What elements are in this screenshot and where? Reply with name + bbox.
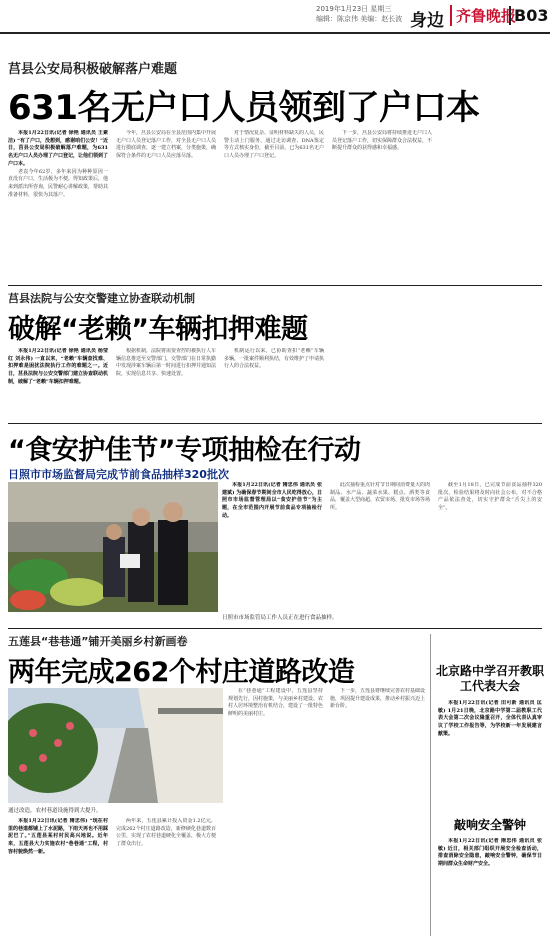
article1-col3	[224, 130, 324, 280]
article4-col3	[228, 688, 323, 936]
side1-para: 本报1月22日讯(记者 田可新 通讯员 匡敏) 1月21日晚，北京路中学第二届教职工代表大会第二次会议隆重召开，全体代表认真审议了学校工作报告等，为学校新一年发展建言献策。	[438, 700, 542, 737]
newspaper-logo: 齐鲁晚报	[450, 5, 516, 26]
article2-para: 机制运行以来，已协助查扣“老赖”车辆多辆，一批案件顺利执结，有效维护了申请执行人的合法权益。	[224, 348, 324, 370]
article2-col3	[224, 348, 324, 418]
article2-para: 根据机制，法院将需要查控的被执行人车辆信息推送至交警部门，交警部门在日常执勤中发现涉案车辆后第一时间进行扣押并通知法院，实现信息共享、快速处置。	[116, 348, 216, 378]
article4-para: 在“巷巷通”工程建设中，五莲县坚持规划先行，因村施策，与美丽乡村建设、农村人居环境整治有机结合，建设了一批特色鲜明的美丽村庄。	[228, 688, 323, 718]
article1-para: 对于情况复杂、证明材料缺失的人员，民警主动上门服务，通过走访调查、DNA鉴定等方式核实身份，截至目前，已为631名无户口人员办理了户口登记。	[224, 130, 324, 160]
article2-headline: 破解“老赖”车辆扣押难题	[8, 314, 308, 345]
article1-col2	[116, 130, 216, 280]
article4-kicker: 五莲县“巷巷通”铺开美丽乡村新画卷	[8, 635, 188, 648]
article3-col1	[222, 482, 322, 610]
side2-para: 本报1月22日讯(记者 隋忠伟 通讯员 张敏) 近日，相关部门组织开展安全检查活动，排查消除安全隐患，敲响安全警钟，确保节日期间群众生命财产安全。	[438, 838, 542, 868]
article4-para: 本报1月22日讯(记者 隋忠伟) “现在村里的巷道都铺上了水泥路，下雨天再也不用踩泥巴了。”五莲县某村村民高兴地说。近年来，五莲县大力实施农村“巷巷通”工程，村容村貌焕然一新。	[8, 818, 108, 855]
article1-para: 今年，莒县公安局在全县范围内集中开展无户口人员登记落户工作，对全县无户口人员进行摸底调查，逐一建立档案，分类施策，确保符合条件的无户口人员应落尽落。	[116, 130, 216, 160]
section-name: 身边	[410, 11, 444, 31]
divider	[8, 628, 542, 629]
article4-headline: 两年完成262个村庄道路改造	[8, 657, 355, 688]
article2-col1	[8, 348, 108, 418]
article1-para: 下一步，莒县公安局将持续推进无户口人员登记落户工作，切实保障群众合法权益，不断提升群众的获得感和幸福感。	[332, 130, 432, 152]
divider	[8, 285, 542, 286]
article4-para: 两年来，五莲县累计投入资金1.2亿元，完成262个村庄道路改造，新修硬化巷道数百公里，实现了农村巷道硬化全覆盖，极大方便了群众出行。	[116, 818, 216, 848]
article2-para: 本报1月22日讯(记者 徐艳 通讯员 杨莹红 刘永伟) 一直以来，“老赖”车辆查找难、扣押难是困扰法院执行工作的难题之一。近日，莒县法院与公安交警部门建立协查联动机制，破解了“老赖”车辆扣押难题。	[8, 348, 108, 385]
column-divider	[430, 634, 431, 936]
page-number: B03	[509, 6, 548, 25]
article2-col5	[440, 348, 542, 418]
article3-col3	[438, 482, 542, 622]
side2-headline: 敲响安全警钟	[453, 818, 526, 832]
article3-para: 截至1月18日，已完成节前食品抽样320批次，检验结果将及时向社会公布，对不合格产品依法查处，切实守护群众“舌尖上的安全”。	[438, 482, 542, 512]
article3-para: 此次抽检重点针对节日期间消费量大的肉制品、水产品、蔬菜水果、糕点、酒类等食品，覆盖大型商超、农贸市场、批发市场等场所。	[330, 482, 430, 512]
article2-kicker: 莒县法院与公安交警建立协查联动机制	[8, 292, 195, 305]
article1-col1	[8, 130, 108, 280]
side2-body	[438, 838, 542, 936]
photo-caption: 日照市市场监管局工作人员正在进行食品抽样。	[222, 615, 338, 621]
article4-para: 下一步，五莲县将继续完善农村基础设施，巩固提升建设成果，推动乡村振兴迈上新台阶。	[330, 688, 425, 710]
header-meta	[316, 4, 416, 24]
article4-col2	[116, 818, 216, 936]
article2-col4	[332, 348, 432, 418]
article4-col1	[8, 818, 108, 936]
article1-para: 本报1月22日讯(记者 徐艳 通讯员 王素洁) “有了户口，没想到，感谢咱们公安！”近日，莒县公安局积极破解落户难题，为631名无户口人员办理了户口登记，让他们领到了户口本。	[8, 130, 108, 167]
article3-para: 本报1月22日讯(记者 隋忠伟 通讯员 张建斌) 为确保春节期间全市人民吃得放心，日照市市场监督管理局以“食安护佳节”为主题，在全市范围内开展节前食品专项抽检行动。	[222, 482, 322, 519]
article3-subhead: 日照市市场监督局完成节前食品抽样320批次	[8, 468, 229, 481]
village-road-photo	[8, 688, 223, 803]
article4-col4	[330, 688, 425, 936]
article1-col5	[440, 130, 542, 280]
food-inspection-photo	[8, 482, 218, 612]
divider	[8, 423, 542, 424]
article1-headline: 631名无户口人员领到了户口本	[8, 88, 480, 128]
article1-kicker: 莒县公安局积极破解落户难题	[8, 62, 178, 77]
article2-col2	[116, 348, 216, 418]
date-line: 2019年1月23日 星期三	[316, 5, 392, 13]
editor-line: 编辑：陈京伟 美编：赵长波	[316, 15, 403, 23]
side1-body	[438, 700, 542, 810]
article3-col2	[330, 482, 430, 610]
article1-col4	[332, 130, 432, 280]
photo-caption: 通过改造，农村巷道设施得到大提升。	[8, 808, 102, 814]
side1-headline: 北京路中学召开教职工代表大会	[436, 664, 545, 693]
page-header	[0, 0, 550, 34]
article3-headline: “食安护佳节”专项抽检在行动	[8, 435, 361, 466]
article1-para: 老袁今年62岁，多年来因为种种原因一直没有户口，生活极为不便。得知政策后，他来到派出所咨询，民警耐心讲解政策，帮助其准备材料，很快为其落户。	[8, 168, 108, 198]
